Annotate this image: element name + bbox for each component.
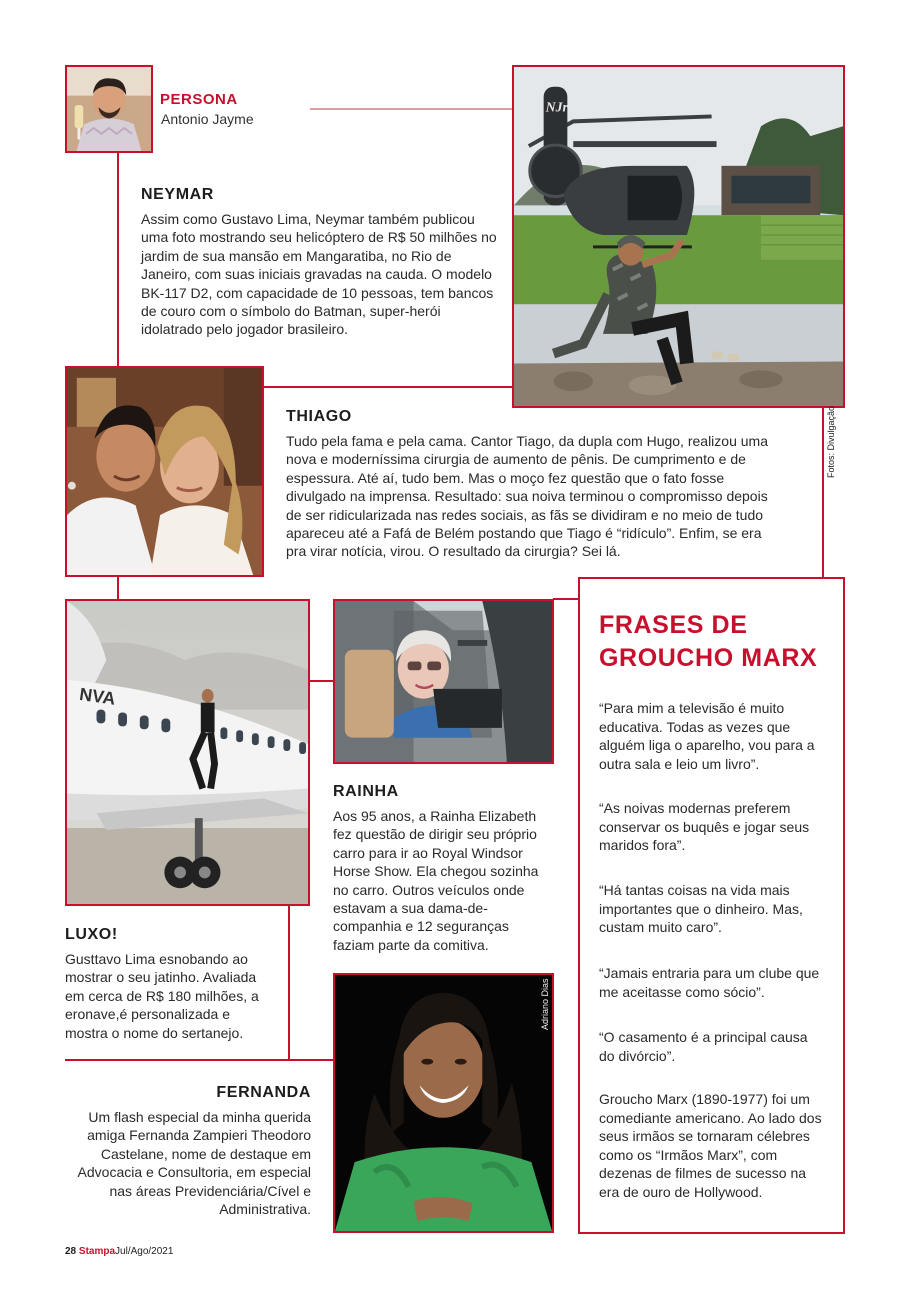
plane-lettering: NVA xyxy=(78,683,117,709)
queen-car-image xyxy=(335,601,552,762)
line-thiago-down xyxy=(117,576,119,600)
luxo-text: Gusttavo Lima esnobando ao mostrar o seu jatinho. Avaliada em cerca de R$ 180 milhões, a eronave,é personalizada e mostra o nome do sertanejo. xyxy=(65,951,259,1041)
rainha-heading: RAINHA xyxy=(333,783,399,800)
frases-quote-1: “Para mim a televisão é muito educativa. Todas as vezes que alguém liga o aparelho, vou para a outra sala e leio um livro”. xyxy=(599,700,815,772)
fernanda-heading: FERNANDA xyxy=(216,1084,311,1101)
rainha-text: Aos 95 anos, a Rainha Elizabeth fez questão de dirigir seu próprio carro para ir ao Royal Windsor Horse Show. Ela chegou sozinha no carro. Outros veículos onde estavam a sua dama-de-companhia e 12 seguranças faziam parte da comitiva. xyxy=(333,808,539,953)
author-photo xyxy=(65,65,153,153)
fernanda-photo-credit: Adriano Dias xyxy=(540,978,550,1030)
line-rainha-left xyxy=(310,680,334,682)
page-footer xyxy=(65,1246,173,1257)
neymar-heading: NEYMAR xyxy=(141,186,214,203)
line-rainha-right xyxy=(553,598,579,600)
frases-quote-2: “As noivas modernas preferem conservar os buquês e jogar seus maridos fora”. xyxy=(599,800,810,854)
line-thiago-right xyxy=(263,386,512,388)
frases-title-line2: GROUCHO MARX xyxy=(599,644,818,672)
frases-bio: Groucho Marx (1890-1977) foi um comediante americano. Ao lado dos seus irmãos se tornaram célebres como os “Irmãos Marx”, com dezenas de filmes de sucesso na era de ouro de Hollywood. xyxy=(599,1091,822,1200)
line-jet-down xyxy=(288,905,290,1060)
fernanda-text: Um flash especial da minha querida amiga Fernanda Zampieri Theodoro Castelane, nome de destaque em Advocacia e Consultoria, em especial nas áreas Previdenciária/Cível e Administrativa. xyxy=(77,1109,311,1218)
photo-credit: Fotos: Divulgação xyxy=(826,405,836,478)
line-credit-down xyxy=(822,408,824,578)
column-label: PERSONA xyxy=(160,91,238,108)
fernanda-photo xyxy=(333,973,554,1233)
luxo-heading: LUXO! xyxy=(65,926,118,943)
luxo-photo xyxy=(65,599,310,906)
fernanda-portrait-image xyxy=(335,975,552,1231)
footer-issue: Jul/Ago/2021 xyxy=(115,1246,174,1257)
line-fernanda-top xyxy=(65,1059,333,1061)
frases-quote-4: “Jamais entraria para um clube que me aceitasse como sócio”. xyxy=(599,965,820,1000)
thiago-photo xyxy=(65,366,264,577)
author-portrait xyxy=(67,67,151,151)
thiago-heading: THIAGO xyxy=(286,408,352,425)
frases-quote-5: “O casamento é a principal causa do divórcio”. xyxy=(599,1029,808,1064)
line-persona-down xyxy=(117,152,119,367)
thiago-text: Tudo pela fama e pela cama. Cantor Tiago, da dupla com Hugo, realizou uma nova e moderníssima cirurgia de aumento de pênis. De cumprimento e de espessura. Até aí, tudo bem. Mas o moço fez questão que o fato fosse divulgado na imprensa. Resultado: sua noiva terminou o compromisso depois de ser ridicularizada nas redes sociais, as fãs se dividiram e no meio de tudo apareceu até a Fafá de Belém postando que Tiago é “ridículo”. Enfim, se era pra virar notícia, virou. O resultado da cirurgia? Sei lá. xyxy=(286,433,768,560)
frases-title-line1: FRASES DE xyxy=(599,611,748,639)
heli-tail-initials: NJr xyxy=(545,99,568,115)
rainha-photo xyxy=(333,599,554,764)
neymar-text: Assim como Gustavo Lima, Neymar também publicou uma foto mostrando seu helicóptero de R$ 50 milhões no jardim de sua mansão em Mangaratiba, no Rio de Janeiro, com suas iniciais gravadas na cauda. O modelo BK-117 D2, com capacidade de 10 pessoas, tem bancos de couro com o símbolo do Batman, super-herói idolatrado pelo jogador brasileiro. xyxy=(141,211,497,338)
thiago-couple-image xyxy=(67,368,262,575)
neymar-photo xyxy=(512,65,845,408)
jet-image xyxy=(67,601,308,904)
line-persona-right xyxy=(310,108,512,110)
column-author: Antonio Jayme xyxy=(161,111,254,127)
page-number: 28 xyxy=(65,1246,77,1257)
footer-brand: Stampa xyxy=(78,1246,116,1257)
neymar-helicopter-image xyxy=(514,67,843,406)
frases-quote-3: “Há tantas coisas na vida mais importantes que o dinheiro. Mas, custam muito caro”. xyxy=(599,882,803,936)
